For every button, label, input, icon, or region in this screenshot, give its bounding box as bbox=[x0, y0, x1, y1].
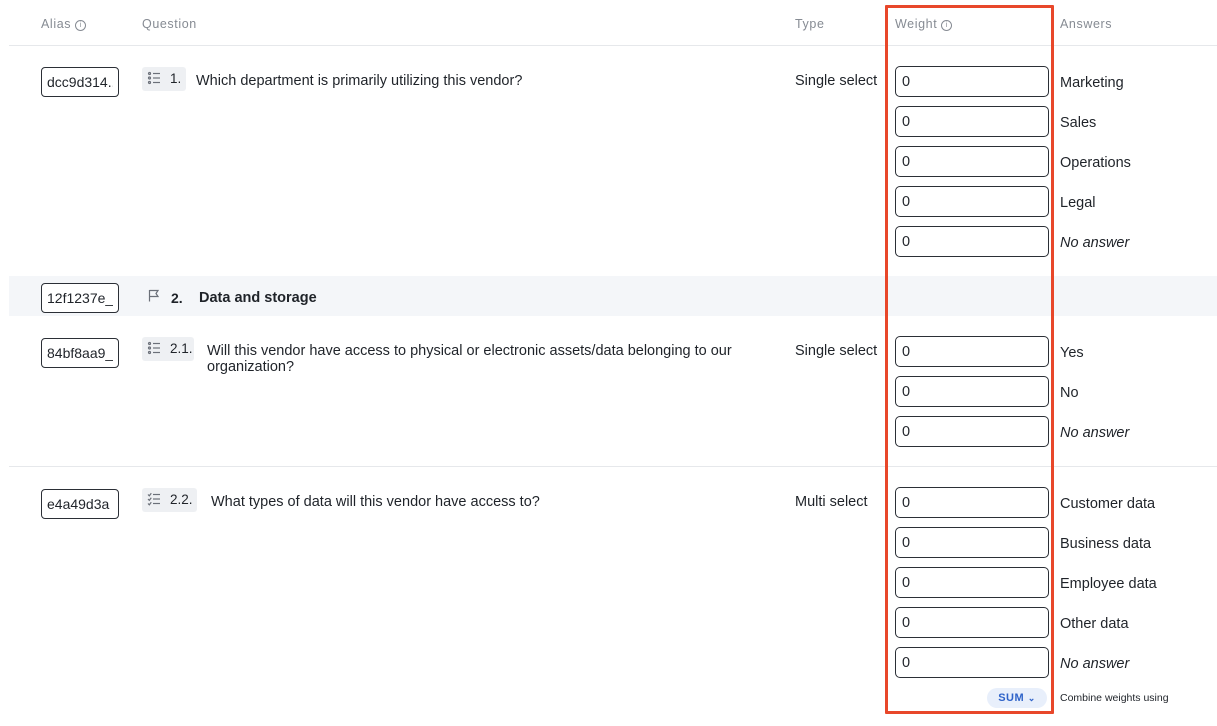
combine-method-value: SUM bbox=[998, 692, 1025, 704]
flag-icon bbox=[148, 289, 160, 302]
answer-label: Sales bbox=[1060, 115, 1097, 131]
question-type: Multi select bbox=[795, 494, 868, 510]
checklist-icon bbox=[147, 492, 161, 506]
header-weight-label: Weight bbox=[895, 17, 938, 31]
question-number-badge bbox=[142, 67, 186, 91]
header-type: Type bbox=[795, 17, 825, 31]
question-number: 2.2. bbox=[170, 492, 193, 507]
question-number-badge bbox=[142, 337, 194, 361]
alias-input[interactable] bbox=[41, 283, 119, 313]
answer-label: No answer bbox=[1060, 235, 1130, 251]
answer-label: Customer data bbox=[1060, 496, 1156, 512]
question-number-badge bbox=[142, 488, 197, 512]
question-type: Single select bbox=[795, 73, 878, 89]
answer-label: Yes bbox=[1060, 345, 1084, 361]
answer-label: No answer bbox=[1060, 425, 1130, 441]
question-type: Single select bbox=[795, 343, 878, 359]
question-number: 2.1. bbox=[170, 341, 193, 356]
answer-label: Legal bbox=[1060, 195, 1096, 211]
combine-weights-label: Combine weights using bbox=[1060, 692, 1169, 704]
alias-input[interactable] bbox=[41, 67, 119, 97]
alias-input[interactable] bbox=[41, 489, 119, 519]
answer-label: Operations bbox=[1060, 155, 1131, 171]
answer-label: Marketing bbox=[1060, 75, 1124, 91]
alias-input[interactable] bbox=[41, 338, 119, 368]
question-text: Which department is primarily utilizing this vendor? bbox=[196, 73, 523, 89]
question-text-line1: Will this vendor have access to physical or electronic assets/data belonging to our bbox=[207, 343, 732, 359]
answer-label: Business data bbox=[1060, 536, 1152, 552]
question-number: 1. bbox=[170, 71, 182, 86]
list-icon bbox=[147, 71, 161, 85]
answer-label: Employee data bbox=[1060, 576, 1157, 592]
header-alias-label: Alias bbox=[41, 17, 72, 31]
header-question: Question bbox=[142, 17, 197, 31]
info-icon[interactable]: i bbox=[941, 20, 952, 31]
answer-label: Other data bbox=[1060, 616, 1129, 632]
question-text-line2: organization? bbox=[207, 359, 295, 375]
list-icon bbox=[147, 341, 161, 355]
question-text: What types of data will this vendor have access to? bbox=[211, 494, 540, 510]
header-answers: Answers bbox=[1060, 17, 1113, 31]
answer-label: No bbox=[1060, 385, 1079, 401]
header-alias bbox=[41, 17, 86, 31]
section-number: 2. bbox=[171, 290, 183, 306]
chevron-down-icon: ⌄ bbox=[1027, 693, 1036, 703]
section-title: Data and storage bbox=[199, 290, 317, 306]
weight-column-highlight bbox=[885, 5, 1054, 714]
answer-label: No answer bbox=[1060, 656, 1130, 672]
info-icon[interactable]: i bbox=[75, 20, 86, 31]
